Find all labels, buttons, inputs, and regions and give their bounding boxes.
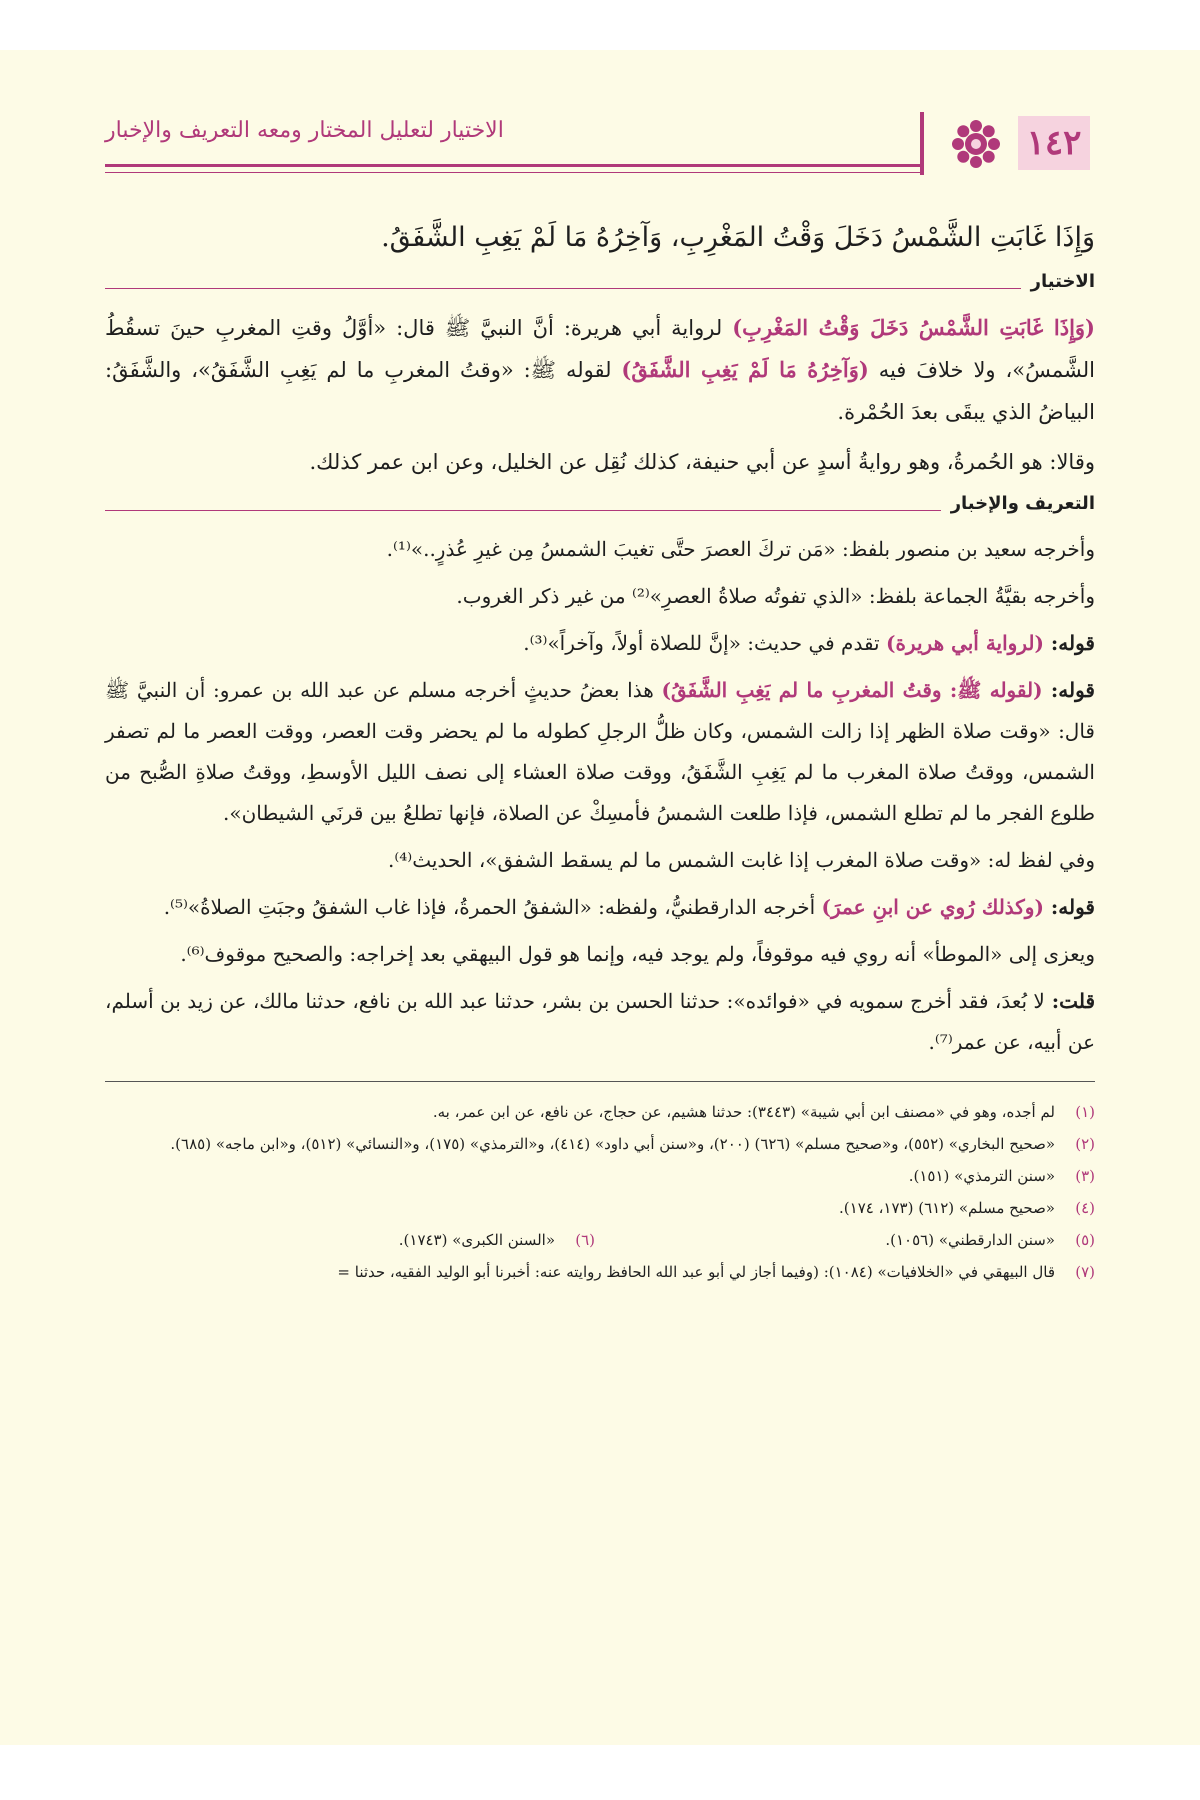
footnote-text: «سنن الدارقطني» (١٠٥٦). [885, 1231, 1055, 1249]
section-rule [105, 288, 1095, 289]
footnote-number: (٧) [1075, 1263, 1095, 1281]
header-rule [105, 164, 920, 167]
tarif-paragraph [105, 623, 1095, 664]
footnote-text: لم أجده، وهو في «مصنف ابن أبي شيبة» (٣٤٤٣): حدثنا هشيم، عن حجاج، عن نافع، عن ابن عمر، به. [432, 1103, 1055, 1121]
qultu-label: قلت: [1044, 989, 1096, 1013]
footnote-row [105, 1224, 1095, 1256]
quoted-matn: (وَآخِرُهُ مَا لَمْ يَغِبِ الشَّفَقُ) [621, 357, 869, 382]
page-number: ١٤٢ [1018, 116, 1090, 170]
qawluhu-label: قوله: [1043, 895, 1095, 919]
footnote-number: (٢) [1075, 1135, 1095, 1153]
tarif-paragraph: وفي لفظ له: «وقت صلاة المغرب إذا غابت الشمس ما لم يسقط الشفق»، الحديث⁽⁴⁾. [387, 848, 1095, 872]
page-header [105, 78, 1095, 190]
footnote-text: «السنن الكبرى» (١٧٤٣). [398, 1231, 555, 1249]
footnote [105, 1096, 1095, 1128]
qawluhu-label: قوله: [1043, 631, 1095, 655]
section-label: التعريف والإخبار [941, 491, 1095, 517]
commentary-text: تقدم في حديث: «إنَّ للصلاة أولاً، وآخراً»⁽³⁾. [523, 631, 886, 655]
commentary-text: لرواية أبي هريرة: أنَّ النبيَّ ﷺ قال: «أوَّلُ وقتِ المغربِ حينَ تسقُطُ الشَّمسُ»، ولا خلافَ فيه [105, 316, 1095, 382]
footnote-number: (٦) [575, 1231, 595, 1249]
header-rule-thin [105, 172, 920, 173]
footnote [105, 1160, 1095, 1192]
matn-text: وَإِذَا غَابَتِ الشَّمْسُ دَخَلَ وَقْتُ المَغْرِبِ، وَآخِرُهُ مَا لَمْ يَغِبِ الشَّفَقُ. [381, 222, 1095, 253]
page-body [105, 215, 1095, 1288]
ikhtiyar-paragraph [105, 307, 1095, 433]
tarif-paragraph: وأخرجه سعيد بن منصور بلفظ: «مَن تركَ العصرَ حتَّى تغيبَ الشمسُ مِن غيرِ عُذرٍ..»⁽¹⁾. [386, 537, 1095, 561]
footnote-number: (٥) [1075, 1231, 1095, 1249]
footnote-text: «سنن الترمذي» (١٥١). [908, 1167, 1055, 1185]
commentary-text: أخرجه الدارقطنيُّ، ولفظه: «الشفقُ الحمرةُ، فإذا غاب الشفقُ وجبَتِ الصلاةُ»⁽⁵⁾. [163, 895, 822, 919]
commentary-text: لقوله ﷺ: «وقتُ المغربِ ما لم يَغِبِ الشَّفَقُ»، والشَّفَقُ: البياضُ الذي يبقَى بعدَ الحُمْرة. [105, 358, 1095, 424]
footnote [105, 1192, 1095, 1224]
footnote-number: (٣) [1075, 1167, 1095, 1185]
footnote-text: «صحيح البخاري» (٥٥٢)، و«صحيح مسلم» (٦٢٦) (٢٠٠)، و«سنن أبي داود» (٤١٤)، و«الترمذي» (١٧٥)، و«النسائي» (٥١٢)، و«ابن ماجه» (٦٨٥). [170, 1135, 1055, 1153]
footnote-number: (١) [1075, 1103, 1095, 1121]
quoted-phrase: (لرواية أبي هريرة) [885, 631, 1044, 655]
footnote [105, 1128, 1095, 1160]
tarif-paragraph: ويعزى إلى «الموطأ» أنه روي فيه موقوفاً، ولم يوجد فيه، وإنما هو قول البيهقي بعد إخراجه: والصحيح موقوف⁽⁶⁾. [180, 942, 1095, 966]
section-header-ikhtiyar [105, 269, 1095, 297]
section-label: الاختيار [1021, 269, 1095, 295]
footnote-separator [105, 1081, 1095, 1082]
quoted-matn: (وَإِذَا غَابَتِ الشَّمْسُ دَخَلَ وَقْتُ المَغْرِبِ) [732, 315, 1095, 340]
running-title: الاختيار لتعليل المختار ومعه التعريف والإخبار [105, 118, 504, 143]
tarif-paragraph [105, 981, 1095, 1063]
commentary-text: هذا بعضُ حديثٍ أخرجه مسلم عن عبد الله بن عمرو: أن النبيَّ ﷺ قال: «وقت صلاة الظهر إذا زالت الشمس، وكان ظلُّ الرجلِ كطوله ما لم يحضر وقت العصر، ووقت العصر ما لم تصفر الشمس، ووقتُ صلاة المغرب ما لم يَغِبِ الشَّفَقُ، ووقت صلاة العشاء إلى نصف الليل الأوسطِ، ووقتُ صلاةِ الصُّبح من طلوع الفجر ما لم تطلع الشمس، فإذا طلعت الشمسُ فأمسِكْ عن الصلاة، فإنها تطلعُ بين قرنَي الشيطان». [105, 678, 1095, 825]
tarif-paragraph [105, 670, 1095, 834]
ikhtiyar-paragraph: وقالا: هو الحُمرةُ، وهو روايةُ أسدٍ عن أبي حنيفة، كذلك نُقِل عن الخليل، وعن ابن عمر كذلك. [309, 450, 1095, 474]
footnote [105, 1256, 1095, 1288]
tarif-paragraph: وأخرجه بقيَّةُ الجماعة بلفظ: «الذي تفوتُه صلاةُ العصرِ»⁽²⁾ من غير ذكر الغروب. [456, 584, 1095, 608]
footnote [595, 1224, 1095, 1256]
footnote [399, 1224, 595, 1256]
rosette-ornament-icon [950, 118, 1002, 170]
quoted-phrase: (لقوله ﷺ: وقتُ المغربِ ما لم يَغِبِ الشَّفَقُ) [661, 678, 1043, 702]
tarif-paragraph [105, 887, 1095, 928]
commentary-text: لا بُعدَ، فقد أخرج سمويه في «فوائده»: حدثنا الحسن بن بشر، حدثنا عبد الله بن نافع، حدثنا مالك، عن زيد بن أسلم، عن أبيه، عن عمر⁽⁷⁾. [105, 989, 1095, 1054]
qawluhu-label: قوله: [1042, 678, 1095, 702]
footnote-text: «صحيح مسلم» (٦١٢) (١٧٣، ١٧٤). [839, 1199, 1055, 1217]
section-header-tarif [105, 491, 1095, 519]
quoted-phrase: (وكذلك رُوي عن ابنِ عمرَ) [821, 895, 1044, 919]
header-divider [920, 112, 924, 175]
footnote-number: (٤) [1075, 1199, 1095, 1217]
footnote-text: قال البيهقي في «الخلافيات» (١٠٨٤): (وفيما أجاز لي أبو عبد الله الحافظ روايته عنه: أخبرنا أبو الوليد الفقيه، حدثنا = [337, 1263, 1055, 1281]
